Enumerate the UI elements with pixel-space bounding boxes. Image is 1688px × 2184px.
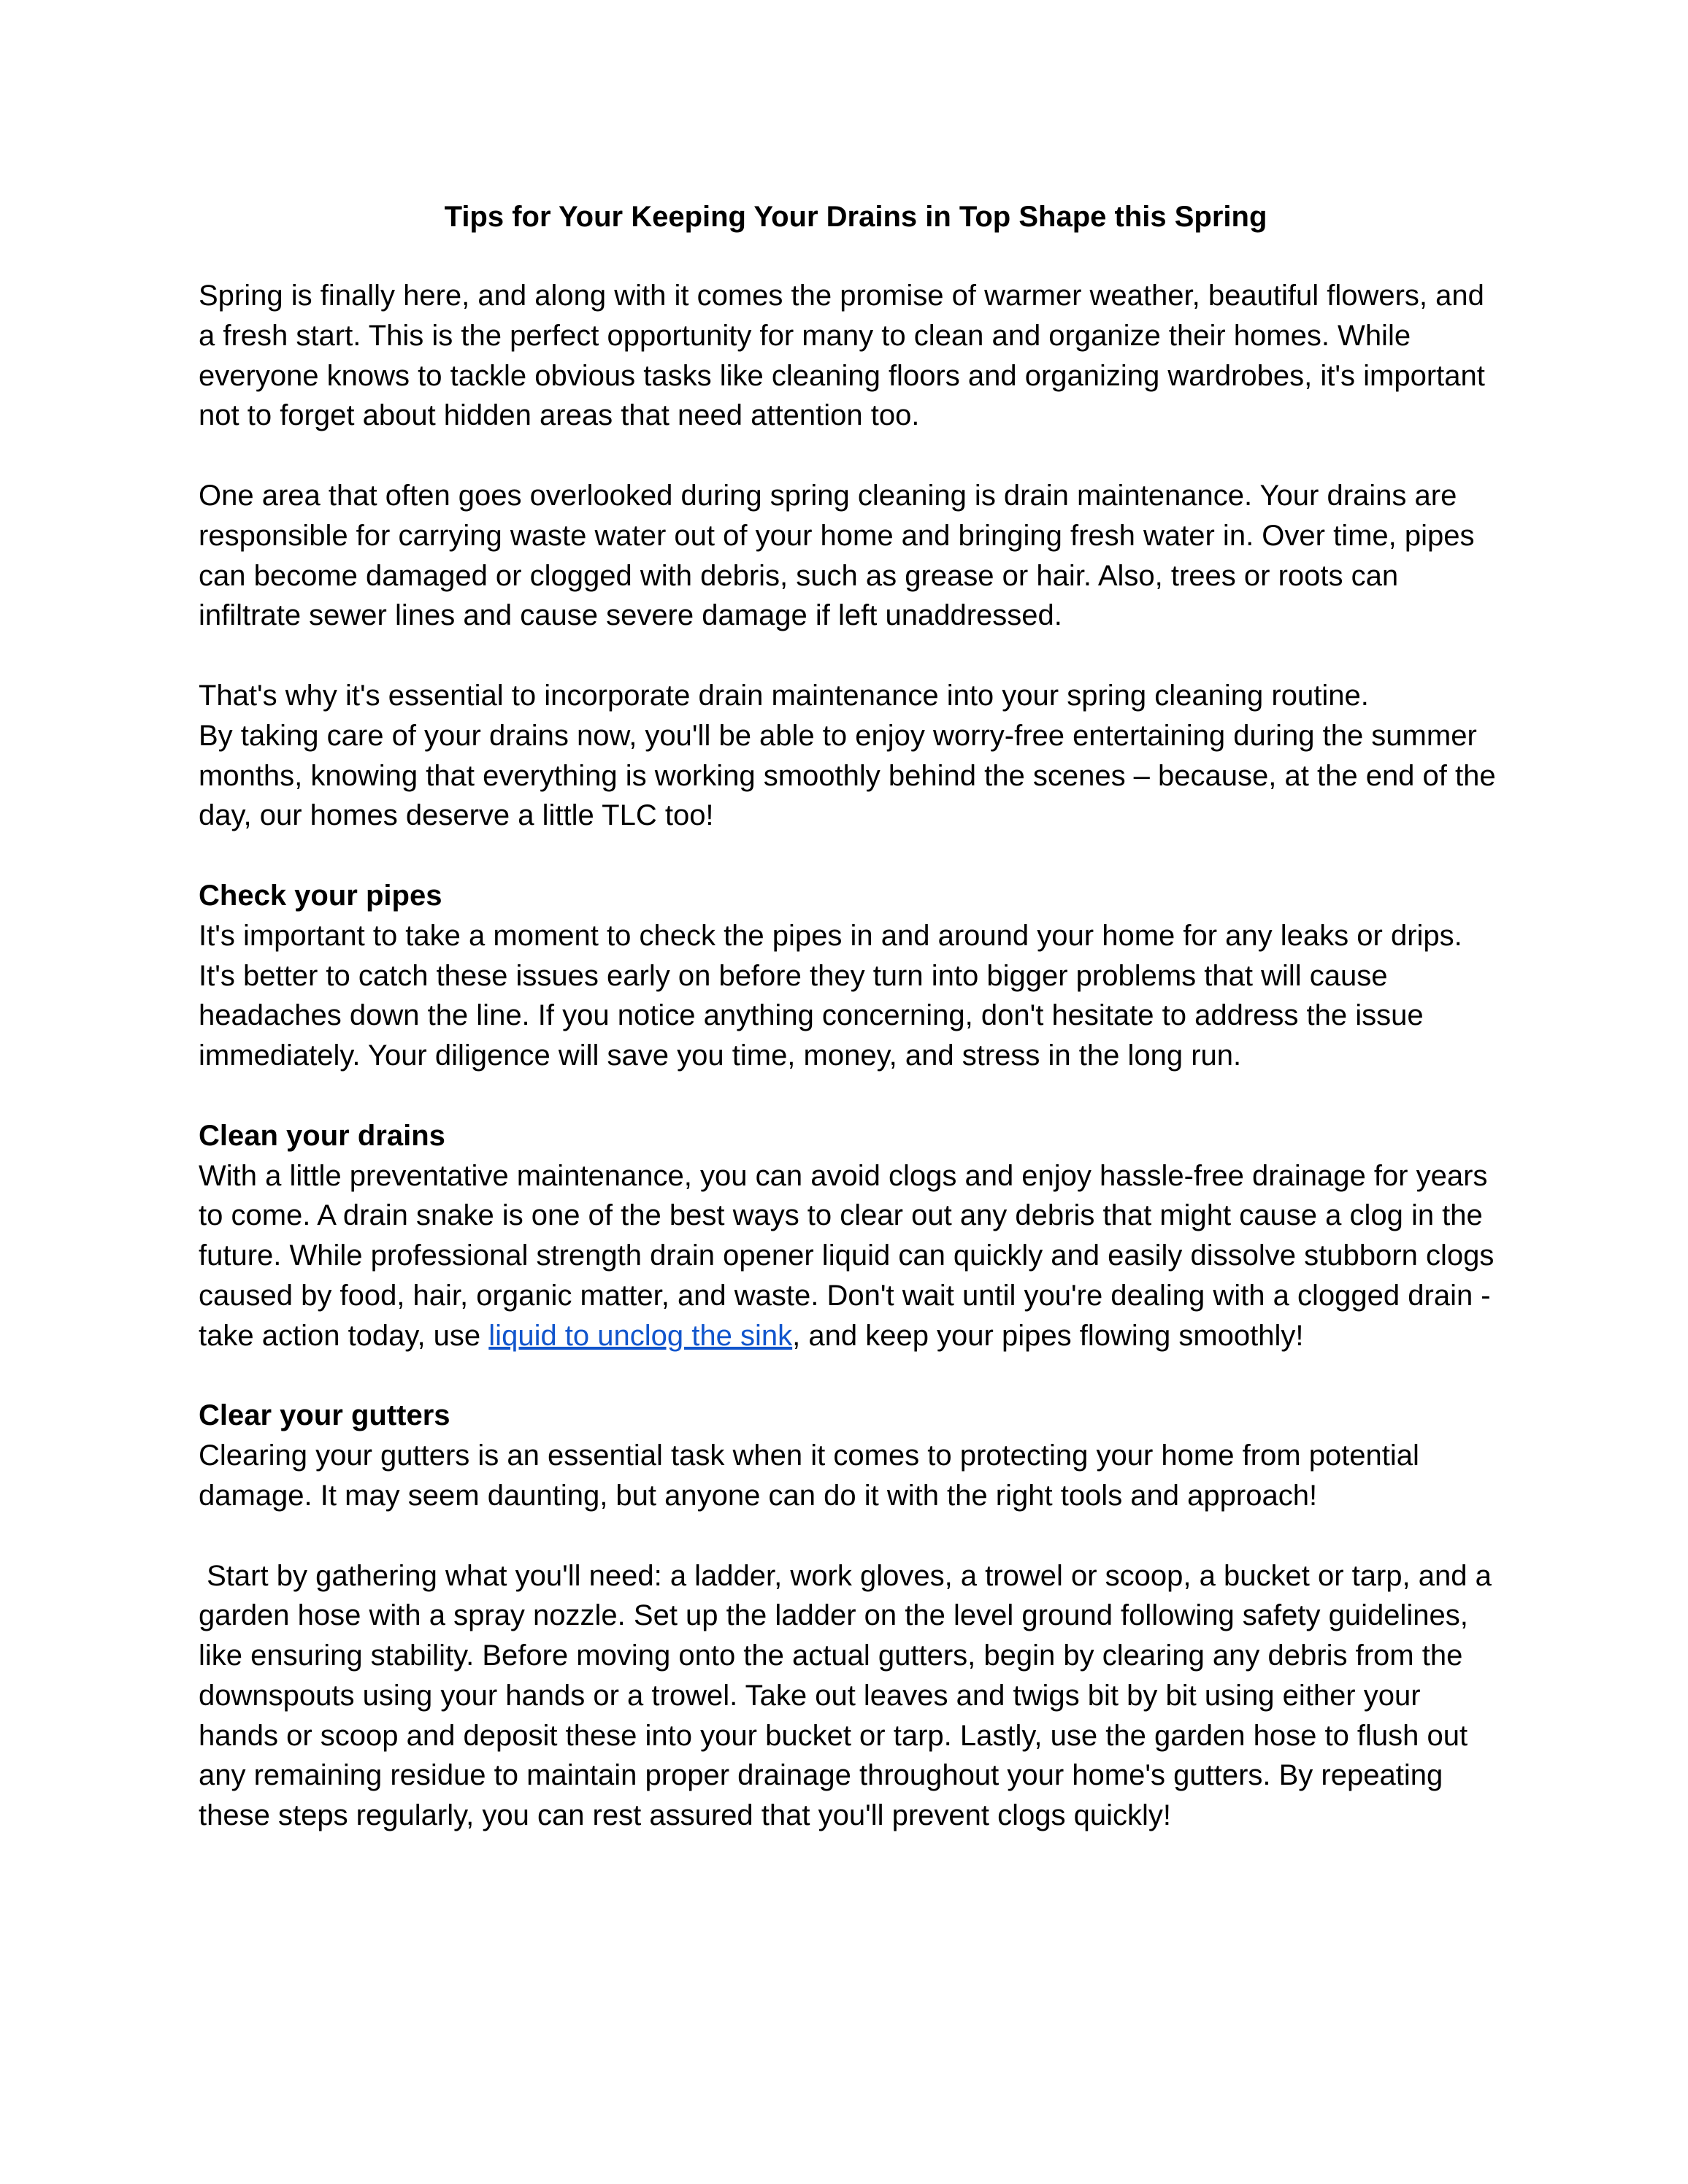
document-title: Tips for Your Keeping Your Drains in Top Shape this Spring xyxy=(444,201,1267,233)
document-page xyxy=(199,196,1498,1876)
section-heading-clear-gutters: Clear your gutters xyxy=(199,1399,450,1432)
intro-paragraph-1: Spring is finally here, and along with it comes the promise of warmer weather, beautiful flowers, and a fresh start. This is the perfect opportunity for many to clean and organize their homes. While everyone knows to tackle obvious tasks like cleaning floors and organizing wardrobes, it's important not to forget about hidden areas that need attention too. xyxy=(199,280,1485,432)
section-body-check-pipes: It's important to take a moment to check the pipes in and around your home for any leaks or drips. It's better to catch these issues early on before they turn into bigger problems that will cause headaches down the line. If you notice anything concerning, don't hesitate to address the issue immediately. Your diligence will save you time, money, and stress in the long run. xyxy=(199,919,1462,1072)
intro-paragraph-3 xyxy=(199,676,1498,836)
clean-drains-text-before-link: With a little preventative maintenance, you can avoid clogs and enjoy hassle-free drainage for years to come. A drain snake is one of the best ways to clear out any debris that might cause a clog in the future. While professional strength drain opener liquid can quickly and easily dissolve stubborn clogs caused by food, hair, organic matter, and waste. Don't wait until you're dealing with a clogged drain - take action today, use xyxy=(199,1159,1495,1352)
section-body-clear-gutters-steps: Start by gathering what you'll need: a ladder, work gloves, a trowel or scoop, a bucket or tarp, and a garden hose with a spray nozzle. Set up the ladder on the level ground following safety guidelines, like ensuring stability. Before moving onto the actual gutters, begin by clearing any debris from the downspouts using your hands or a trowel. Take out leaves and twigs bit by bit using either your hands or scoop and deposit these into your bucket or tarp. Lastly, use the garden hose to flush out any remaining residue to maintain proper drainage throughout your home's gutters. By repeating these steps regularly, you can rest assured that you'll prevent clogs quickly! xyxy=(199,1559,1500,1832)
section-body-clear-gutters: Clearing your gutters is an essential task when it comes to protecting your home from potential damage. It may seem daunting, but anyone can do it with the right tools and approach! xyxy=(199,1439,1419,1512)
clean-drains-text-after-link: , and keep your pipes flowing smoothly! xyxy=(792,1319,1304,1352)
unclog-sink-link[interactable]: liquid to unclog the sink xyxy=(488,1319,793,1352)
section-body-clean-drains xyxy=(199,1156,1498,1356)
intro-paragraph-2: One area that often goes overlooked during spring cleaning is drain maintenance. Your drains are responsible for carrying waste water out of your home and bringing fresh water in. Over time, pipes can become damaged or clogged with debris, such as grease or hair. Also, trees or roots can infiltrate sewer lines and cause severe damage if left unaddressed. xyxy=(199,479,1475,632)
section-heading-clean-drains: Clean your drains xyxy=(199,1119,445,1152)
section-heading-check-pipes: Check your pipes xyxy=(199,879,442,912)
intro-paragraph-3-line-1: That's why it's essential to incorporate drain maintenance into your spring cleaning routine. xyxy=(199,679,1369,712)
intro-paragraph-3-line-2: By taking care of your drains now, you'll be able to enjoy worry-free entertaining during the summer months, knowing that everything is working smoothly behind the scenes – because, at the end of the day, our homes deserve a little TLC too! xyxy=(199,719,1496,832)
